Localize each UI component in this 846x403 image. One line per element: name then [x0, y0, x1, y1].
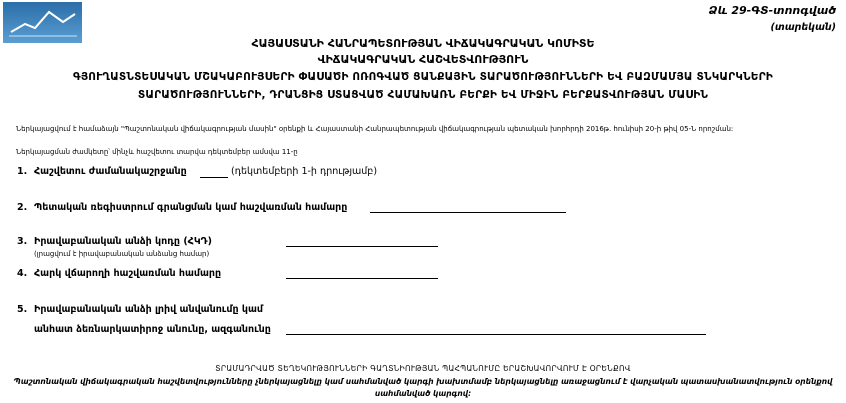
item-1-label: Հաշվետու ժամանակաշրջանը [34, 166, 187, 177]
item-5-label-line2: անհատ ձեռնարկատիրոջ անունը, ազգանունը [34, 324, 271, 335]
report-type-title: ՎԻՃԱԿԱԳՐԱԿԱՆ ՀԱՇՎԵՏՎՈՒԹՅՈՒՆ [317, 53, 529, 66]
item-2-number: 2. [17, 202, 28, 213]
reporting-period-field[interactable] [200, 177, 228, 178]
committee-title: ՀԱՅԱՍՏԱՆԻ ՀԱՆՐԱՊԵՏՈՒԹՅԱՆ ՎԻՃԱԿԱԳՐԱԿԱՆ ԿՈՄԻՏԵ [251, 37, 595, 50]
approval-note: Ներկայացվում է համաձայն "Պաշտոնական վիճակագրության մասին" օրենքի և Հայաստանի Հանրապետության վիճակագրության պետական խորհրդի 2016թ. հունիսի 20-ի թիվ 05-Ն որոշման: [16, 125, 734, 133]
legal-entity-code-field[interactable] [286, 246, 438, 247]
item-1-number: 1. [17, 166, 28, 177]
item-2-label: Պետական ռեգիստրում գրանցման կամ հաշվառման համարը [34, 202, 348, 213]
item-4-label: Հարկ վճարողի հաշվառման համարը [34, 268, 222, 279]
taxpayer-number-field[interactable] [286, 278, 438, 279]
confidentiality-notice: ՏՐԱՄԱԴՐՎԱԾ ՏԵՂԵԿՈՒԹՅՈՒՆՆԵՐԻ ԳԱՂՏՆԻՈՒԹՅԱՆ ՊԱՀՊԱՆՈՒՄԸ ԵՐԱՇԽԱՎՈՐՎՈՒՄ Է ՕՐԵՆՔՈՎ [215, 364, 631, 373]
item-1-suffix: (դեկտեմբերի 1-ի դրությամբ) [231, 166, 378, 177]
item-3-label: Իրավաբանական անձի կոդը (ՀԿԴ) [34, 236, 212, 247]
deadline-note: Ներկայացման ժամկետը՝ մինչև հաշվետու տարվա դեկտեմբեր ամսվա 11-ը [16, 148, 298, 156]
liability-notice: Պաշտոնական վիճակագրական հաշվետվությունները չներկայացնելը կամ սահմանված կարգի խախտմամբ ներկայացնելը առաջացնում է վարչական պատասխանատվություն օրենքով [13, 377, 833, 386]
report-title-line2: ՏԱՐԱԾՈՒԹՅՈՒՆՆԵՐԻ, ԴՐԱՆՑԻՑ ՍՏԱՑՎԱԾ ՀԱՄԱԽԱՌՆ ԲԵՐՔԻ ԵՎ ՄԻՋԻՆ ԲԵՐՔԱՏՎՈՒԹՅԱՆ ՄԱՍԻՆ [137, 89, 709, 101]
item-5-number: 5. [17, 304, 28, 315]
registration-number-field[interactable] [370, 212, 566, 213]
liability-notice-line2: սահմանված կարգով: [374, 389, 472, 398]
form-code: Ձև 29-ԳՏ-տոոգված [708, 4, 836, 17]
item-5-label: Իրավաբանական անձի լրիվ անվանումը կամ [34, 304, 263, 315]
item-3-sublabel: (լրացվում է իրավաբանական անձանց համար) [34, 250, 210, 258]
item-3-number: 3. [17, 236, 28, 247]
entity-name-field[interactable] [286, 334, 706, 335]
form-period: (տարեկան) [770, 22, 836, 33]
report-title-line1: ԳՅՈՒՂԱՏՆՏԵՍԱԿԱՆ ՄՇԱԿԱԲՈՒՅՍԵՐԻ ՓԱՍԱԾԻ ՈՌՈԳՎԱԾ ՑԱՆՔԱՅԻՆ ՏԱՐԱԾՈՒԹՅՈՒՆՆԵՐԻ ԵՎ ԲԱԶՄԱՄՅԱ ՏՆԿԱՐԿՆԵՐԻ [73, 71, 773, 83]
item-4-number: 4. [17, 268, 28, 279]
